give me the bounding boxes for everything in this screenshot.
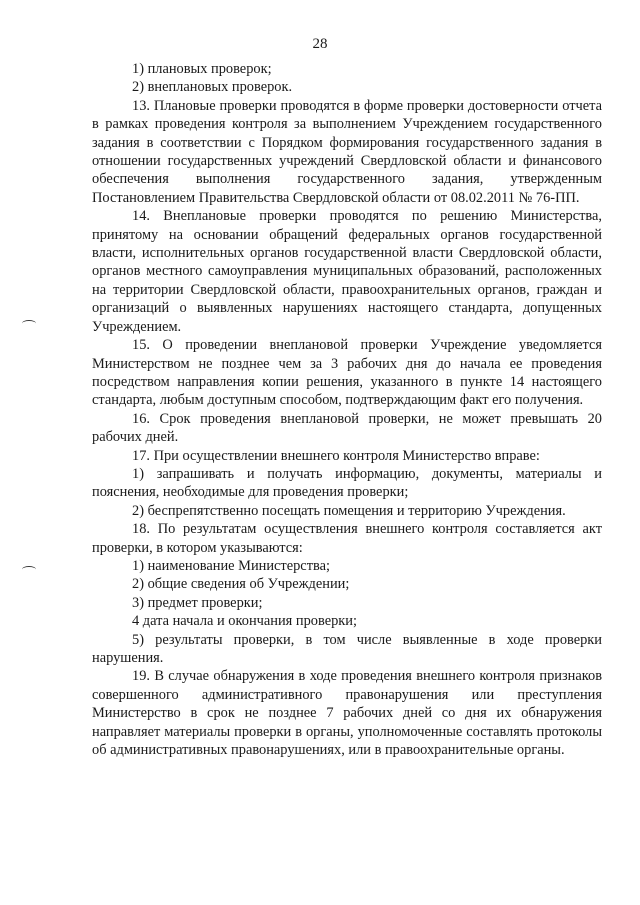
page-number: 28 [312, 36, 328, 52]
clause-17-item-1: 1) запрашивать и получать информацию, документы, материалы и пояснения, необходимые для проведения проверки; [92, 465, 602, 501]
list-item-scheduled-inspections: 1) плановых проверок; [132, 61, 272, 77]
clause-18-item-4: 4 дата начала и окончания проверки; [132, 613, 357, 630]
clause-16: 16. Срок проведения внеплановой проверки, не может превышать 20 рабочих дней. [92, 410, 602, 446]
clause-18-item-5: 5) результаты проверки, в том числе выявленные в ходе проверки нарушения. [92, 631, 602, 666]
clause-18-item-1: 1) наименование Министерства; [132, 557, 330, 574]
margin-mark [22, 566, 36, 573]
clause-15: 15. О проведении внеплановой проверки Учреждение уведомляется Министерством не позднее чем за 3 рабочих дня до начала ее проведения посредством направления копии решения, указанного в пункте 14 настоящего стандарта, любым доступным способом, подтверждающим факт его получения. [92, 337, 602, 409]
clause-18-item-2: 2) общие сведения об Учреждении; [132, 576, 350, 593]
clause-18-item-3: 3) предмет проверки; [132, 594, 263, 611]
margin-mark [22, 320, 36, 327]
list-item-unscheduled-inspections: 2) внеплановых проверок. [132, 79, 293, 96]
document-body [92, 60, 602, 759]
clause-17: 17. При осуществлении внешнего контроля Министерство вправе: [132, 447, 540, 464]
clause-14: 14. Внеплановые проверки проводятся по решению Министерства, принятому на основании обращений федеральных органов государственной власти, исполнительных органов государственной власти Свердловской области, органов местного самоуправления муниципальных образований, расположенных на территории Свердловской области, правоохранительных органов, граждан и организаций о выявленных нарушениях настоящего стандарта, допущенных Учреждением. [92, 208, 602, 335]
clause-18: 18. По результатам осуществления внешнего контроля составляется акт проверки, в котором указываются: [92, 521, 602, 556]
clause-13: 13. Плановые проверки проводятся в форме проверки достоверности отчета в рамках проведения контроля за выполнением Учреждением государственного задания в соответствии с Порядком формирования государственного задания в отношении государственных учреждений Свердловской области и финансового обеспечения выполнения государственного задания, утвержденным Постановлением Правительства Свердловской области от 08.02.2011 № 76-ПП. [92, 97, 602, 206]
clause-19: 19. В случае обнаружения в ходе проведения внешнего контроля признаков совершенного административного правонарушения или преступления Министерство в срок не позднее 7 рабочих дней со дня их обнаружения направляет материалы проверки в органы, уполномоченные составлять протоколы об административных правонарушениях, или в правоохранительные органы. [92, 668, 602, 759]
clause-17-item-2: 2) беспрепятственно посещать помещения и территорию Учреждения. [132, 502, 566, 519]
